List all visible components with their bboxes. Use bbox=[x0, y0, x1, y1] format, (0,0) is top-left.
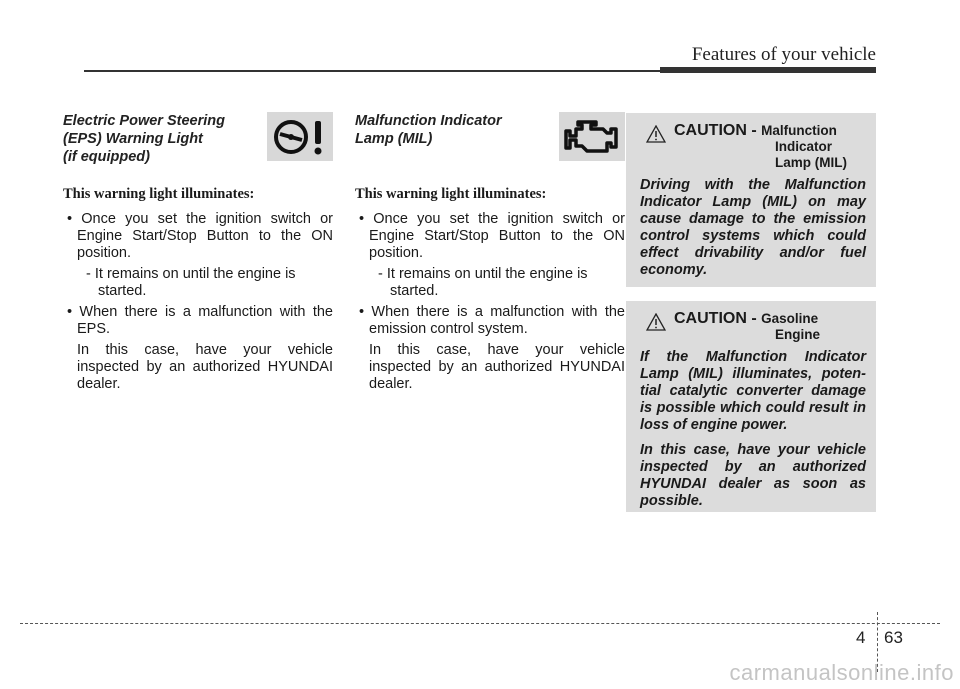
caution-mil-sub3: Lamp (MIL) bbox=[775, 155, 847, 170]
caution-gasoline-heading bbox=[636, 311, 866, 343]
page-number: 63 bbox=[884, 628, 903, 647]
caution-gasoline-label: CAUTION - bbox=[674, 310, 762, 327]
caution-mil-label: CAUTION - bbox=[674, 122, 762, 139]
caution-box-mil bbox=[626, 113, 876, 287]
eps-title-line2: (EPS) Warning Light bbox=[63, 131, 203, 147]
chapter-number: 4 bbox=[856, 628, 866, 647]
mil-title-line1: Malfunction Indicator bbox=[355, 113, 502, 129]
caution-gasoline-body2: In this case, have your vehicle inspected by an authorized HYUNDAI dealer as soon as possible. bbox=[640, 442, 866, 509]
eps-sub-remains-on: - It remains on until the engine is started. bbox=[86, 266, 296, 299]
mil-bullet-malfunction: • When there is a malfunction with the emission control system. bbox=[359, 304, 625, 337]
eps-section bbox=[63, 112, 333, 397]
mil-title bbox=[355, 112, 555, 148]
mil-lead: This warning light illuminates: bbox=[355, 186, 547, 202]
caution-gasoline-sub2: Engine bbox=[775, 327, 821, 342]
mil-sub-remains-on: - It remains on until the engine is started. bbox=[378, 266, 588, 299]
header-rule-accent bbox=[660, 67, 876, 73]
caution-mil-sub1: Malfunction bbox=[761, 123, 837, 138]
eps-bullet-malfunction: • When there is a malfunction with the EPS. bbox=[67, 304, 333, 337]
eps-heading bbox=[63, 112, 333, 172]
caution-gasoline-body1: If the Malfunction Indicator Lamp (MIL) illuminates, poten-tial catalytic converter damage is possible which could result in loss of engine power. bbox=[640, 349, 866, 433]
warning-triangle-icon bbox=[646, 313, 666, 331]
watermark: carmanualsonline.info bbox=[729, 660, 954, 685]
footer-rule bbox=[20, 623, 940, 624]
eps-warning-icon bbox=[267, 112, 333, 161]
eps-lead: This warning light illuminates: bbox=[63, 186, 255, 202]
caution-box-gasoline bbox=[626, 301, 876, 512]
warning-triangle-icon bbox=[646, 125, 666, 143]
eps-title-line3: (if equipped) bbox=[63, 149, 150, 165]
mil-heading bbox=[355, 112, 625, 172]
caution-mil-heading bbox=[636, 123, 866, 171]
engine-check-icon bbox=[559, 112, 625, 161]
eps-title bbox=[63, 112, 263, 166]
eps-bullet-ignition: • Once you set the ignition switch or Engine Start/Stop Button to the ON position. bbox=[67, 211, 333, 261]
caution-mil-sub2: Indicator bbox=[775, 139, 833, 154]
mil-title-line2: Lamp (MIL) bbox=[355, 131, 433, 147]
mil-bullet-ignition: • Once you set the ignition switch or Engine Start/Stop Button to the ON position. bbox=[359, 211, 625, 261]
mil-section bbox=[355, 112, 625, 397]
caution-gasoline-sub1: Gasoline bbox=[761, 311, 819, 326]
page-header-title: Features of your vehicle bbox=[691, 44, 876, 65]
mil-dealer-note: In this case, have your vehicle inspected by an authorized HYUNDAI dealer. bbox=[369, 342, 625, 392]
caution-mil-body: Driving with the Malfunction Indicator Lamp (MIL) on may cause damage to the emission control systems which could effect drivability and/or fuel economy. bbox=[640, 177, 866, 278]
eps-title-line1: Electric Power Steering bbox=[63, 113, 225, 129]
eps-dealer-note: In this case, have your vehicle inspected by an authorized HYUNDAI dealer. bbox=[77, 342, 333, 392]
